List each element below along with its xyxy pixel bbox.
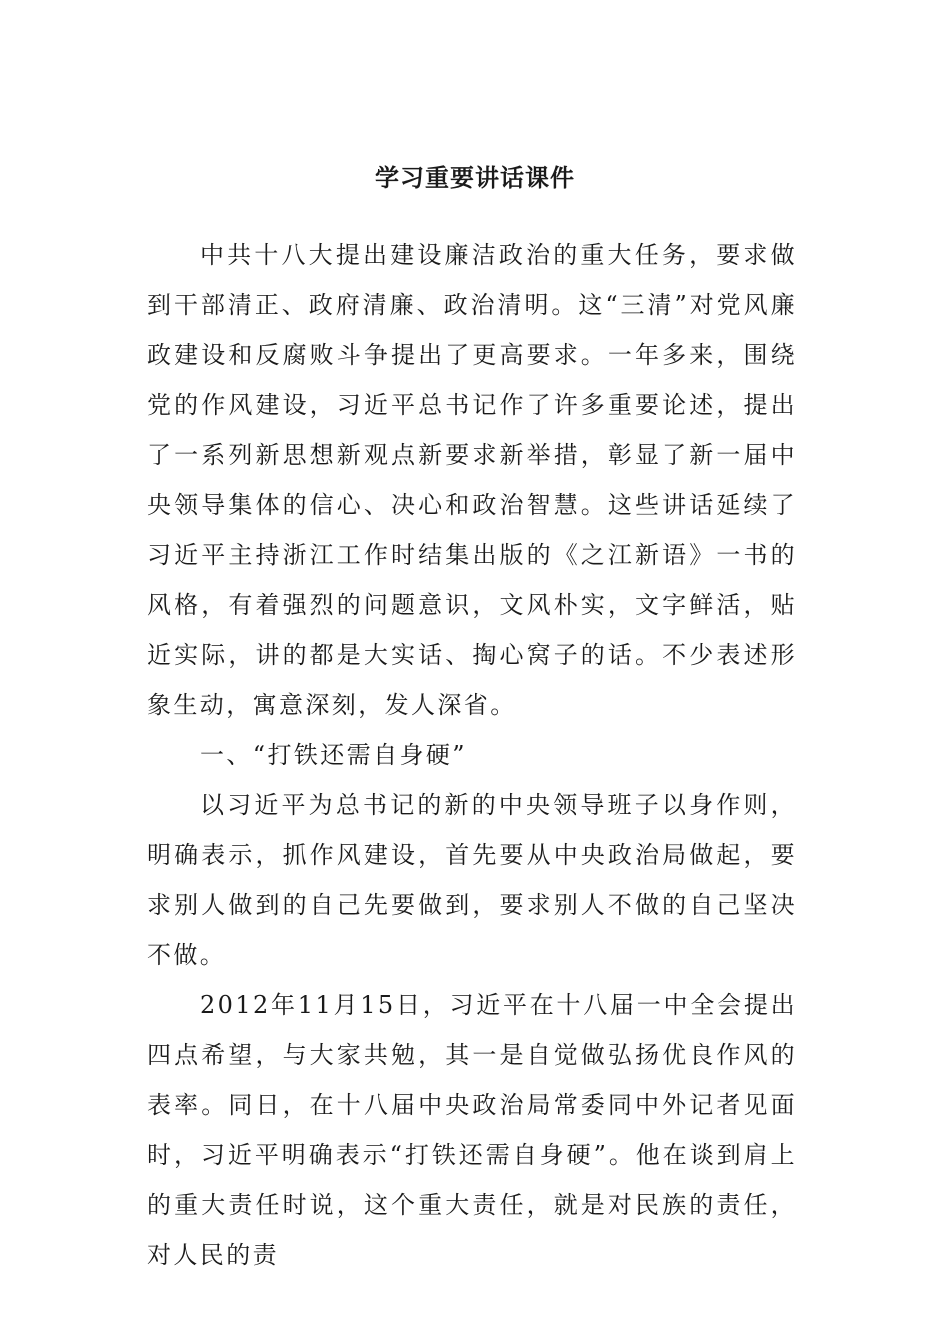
paragraph-intro: 中共十八大提出建设廉洁政治的重大任务，要求做到干部清正、政府清廉、政治清明。这“三清”对党风廉政建设和反腐败斗争提出了更高要求。一年多来，围绕党的作风建设，习近平总书记作了许多重要论述，提出了一系列新思想新观点新要求新举措，彰显了新一届中央领导集体的信心、决心和政治智慧。这些讲话延续了习近平主持浙江工作时结集出版的《之江新语》一书的风格，有着强烈的问题意识，文风朴实，文字鲜活，贴近实际，讲的都是大实话、掏心窝子的话。不少表述形象生动，寓意深刻，发人深省。 xyxy=(147,241,797,719)
section-heading-1: 一、“打铁还需自身硬” xyxy=(200,741,467,769)
document-title: 学习重要讲话课件 xyxy=(375,164,575,192)
paragraph-leadership: 以习近平为总书记的新的中央领导班子以身作则，明确表示，抓作风建设，首先要从中央政治局做起，要求别人做到的自己先要做到，要求别人不做的自己坚决不做。 xyxy=(147,791,797,969)
paragraph-2012-meeting: 2012年11月15日，习近平在十八届一中全会提出四点希望，与大家共勉，其一是自觉做弘扬优良作风的表率。同日，在十八届中央政治局常委同中外记者见面时，习近平明确表示“打铁还需自身硬”。他在谈到肩上的重大责任时说，这个重大责任，就是对民族的责任，对人民的责 xyxy=(147,991,797,1269)
document-body xyxy=(147,230,797,1280)
